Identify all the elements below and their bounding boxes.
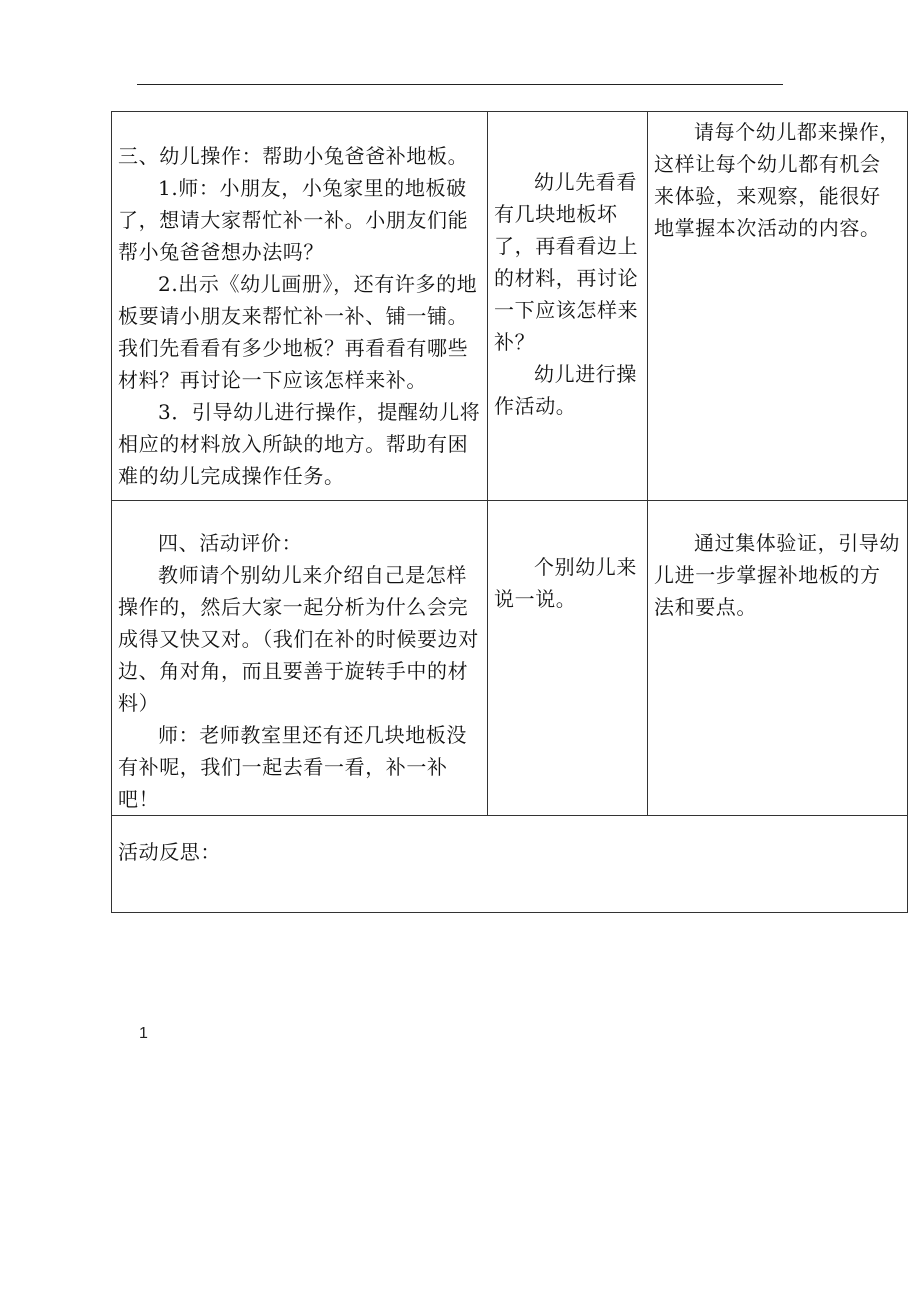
table-row [112, 112, 908, 501]
teacher-step: 3．引导幼儿进行操作，提醒幼儿将相应的材料放入所缺的地方。帮助有困难的幼儿完成操作任务。 [118, 400, 481, 488]
table-row [112, 501, 908, 816]
section-heading: 四、活动评价： [158, 531, 303, 555]
children-text: 幼儿进行操作活动。 [494, 362, 637, 418]
teacher-step: 1.师：小朋友，小兔家里的地板破了，想请大家帮忙补一补。小朋友们能帮小兔爸爸想办法吗？ [118, 176, 469, 264]
reflection-cell [112, 816, 908, 913]
children-text: 个别幼儿来说一说。 [494, 555, 637, 611]
teacher-activity-cell [112, 501, 488, 816]
intent-text: 通过集体验证，引导幼儿进一步掌握补地板的方法和要点。 [654, 531, 900, 619]
intent-text: 请每个幼儿都来操作，这样让每个幼儿都有机会来体验，来观察，能很好地掌握本次活动的内容。 [654, 120, 900, 240]
page-number: 1 [139, 1025, 148, 1042]
children-text: 幼儿先看看有几块地板坏了，再看看边上的材料，再讨论一下应该怎样来补？ [494, 170, 639, 354]
section-heading: 三、幼儿操作：帮助小兔爸爸补地板。 [118, 144, 469, 168]
reflection-label: 活动反思： [118, 840, 221, 864]
design-intent-cell [648, 501, 908, 816]
children-activity-cell [488, 501, 648, 816]
header-rule [137, 84, 783, 85]
design-intent-cell [648, 112, 908, 501]
lesson-plan-table [111, 111, 908, 913]
table-row [112, 816, 908, 913]
children-activity-cell [488, 112, 648, 501]
teacher-step: 教师请个别幼儿来介绍自己是怎样操作的，然后大家一起分析为什么会完成得又快又对。（我们在补的时候要边对边、角对角，而且要善于旋转手中的材料） [118, 563, 479, 715]
teacher-step: 师：老师教室里还有还几块地板没有补呢，我们一起去看一看，补一补吧！ [118, 723, 467, 811]
teacher-step: 2.出示《幼儿画册》，还有许多的地板要请小朋友来帮忙补一补、铺一铺。我们先看看有多少地板？再看看有哪些材料？再讨论一下应该怎样来补。 [118, 272, 478, 392]
teacher-activity-cell [112, 112, 488, 501]
